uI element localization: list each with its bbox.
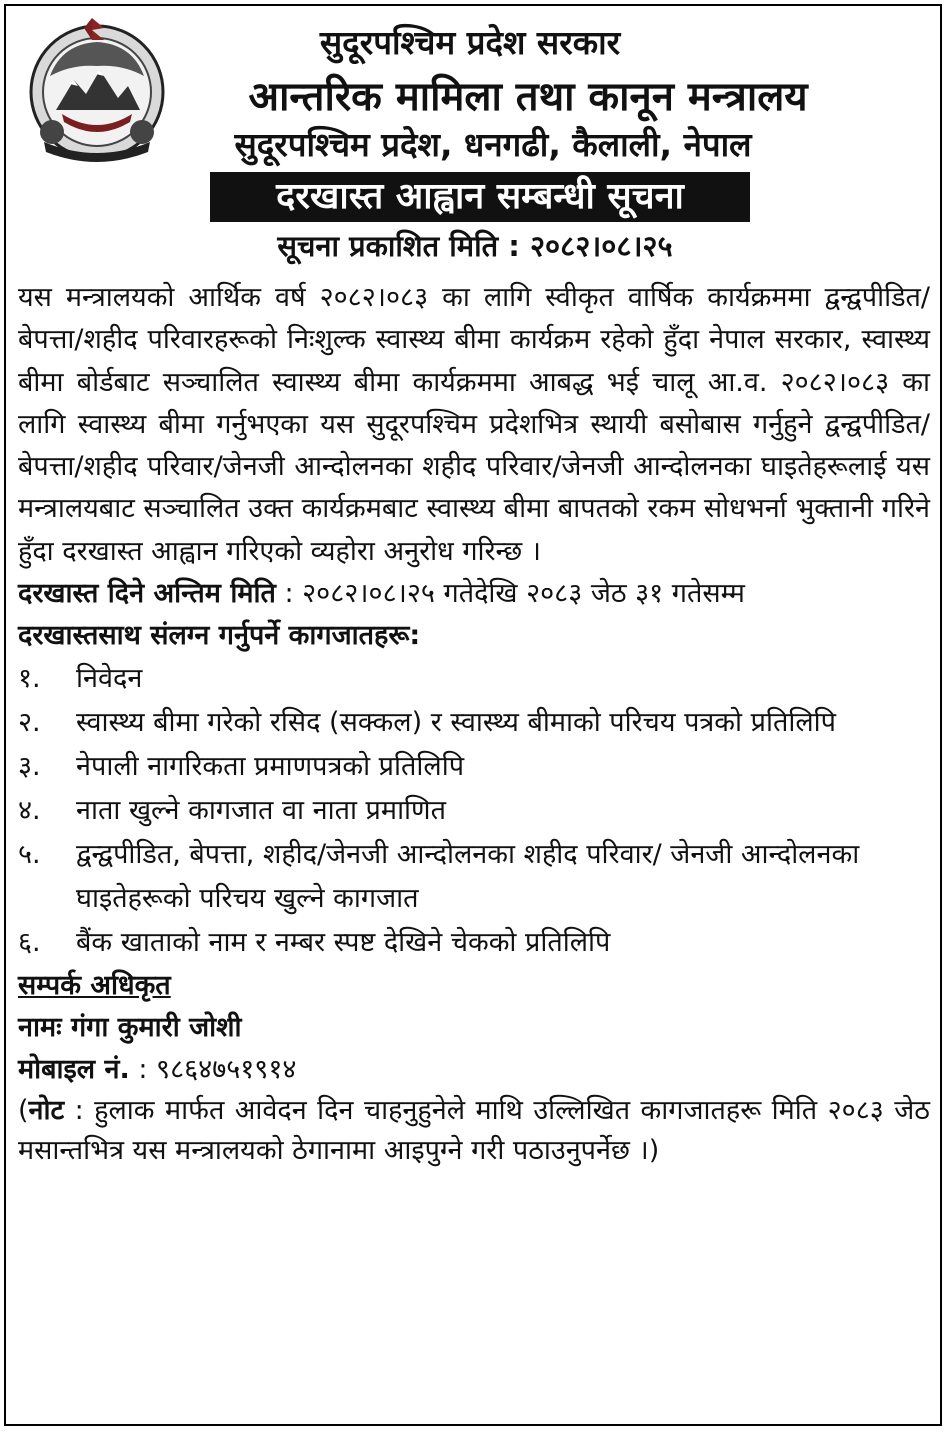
notice-title-banner: दरखास्त आह्वान सम्बन्धी सूचना <box>210 172 750 222</box>
note-label: नोट <box>28 1095 65 1127</box>
list-item: ४. नाता खुल्ने कागजात वा नाता प्रमाणित <box>18 795 446 827</box>
mobile-label: मोबाइल नं. <box>18 1054 130 1086</box>
notice-body <box>18 277 930 1171</box>
list-item: २. स्वास्थ्य बीमा गरेको रसिद (सक्कल) र स्वास्थ्य बीमाको परिचय पत्रको प्रतिलिपि <box>18 707 836 739</box>
nepal-emblem-icon <box>22 14 172 164</box>
publication-date-line: सूचना प्रकाशित मिति : २०८२।०८।२५ <box>277 229 673 263</box>
ministry-address: सुदूरपश्चिम प्रदेश, धनगढी, कैलाली, नेपाल <box>234 125 752 164</box>
contact-mobile-line: मोबाइल नं. : ९८६४७५१९१४ <box>18 1054 297 1086</box>
contact-heading: सम्पर्क अधिकृत <box>18 970 171 1002</box>
deadline-line: दरखास्त दिने अन्तिम मिति : २०८२।०८।२५ गतेदेखि २०८३ जेठ ३१ गतेसम्म <box>18 578 745 610</box>
note-paragraph: (नोट : हुलाक मार्फत आवेदन दिन चाहनुहुनेले माथि उल्लिखित कागजातहरू मिति २०८३ जेठ मसान्तभित्र यस मन्त्रालयको ठेगानामा आइपुग्ने गरी पठाउनुपर्नेछ ।) <box>18 1095 930 1167</box>
documents-heading: दरखास्तसाथ संलग्न गर्नुपर्ने कागजातहरू: <box>18 620 421 652</box>
list-item: ५. द्वन्द्वपीडित, बेपत्ता, शहीद/जेनजी आन्दोलनका शहीद परिवार/ जेनजी आन्दोलनका घाइतेहरूको परिचय खुल्ने कागजात <box>18 839 860 915</box>
published-label: सूचना प्रकाशित मिति <box>277 229 499 263</box>
ministry-name: आन्तरिक मामिला तथा कानून मन्त्रालय <box>248 74 808 120</box>
documents-list <box>18 657 930 965</box>
contact-name-line <box>18 1007 930 1049</box>
mobile-number: ९८६४७५१९१४ <box>156 1054 297 1086</box>
contact-name-label: नामः <box>18 1012 62 1044</box>
list-item: ६. बैंक खाताको नाम र नम्बर स्पष्ट देखिने चेकको प्रतिलिपि <box>18 927 611 959</box>
list-item: १. निवेदन <box>18 663 143 695</box>
published-date: २०८२।०८।२५ <box>529 229 673 263</box>
note-text: हुलाक मार्फत आवेदन दिन चाहनुहुनेले माथि उल्लिखित कागजातहरू मिति २०८३ जेठ मसान्तभित्र यस मन्त्रालयको ठेगानामा आइपुग्ने गरी पठाउनुपर्नेछ ।) <box>18 1095 930 1167</box>
government-name: सुदूरपश्चिम प्रदेश सरकार <box>319 23 621 62</box>
notice-paragraph: यस मन्त्रालयको आर्थिक वर्ष २०८२।०८३ का लागि स्वीकृत वार्षिक कार्यक्रममा द्वन्द्वपीडित/बेपत्ता/शहीद परिवारहरूको निःशुल्क स्वास्थ्य बीमा कार्यक्रम रहेको हुँदा नेपाल सरकार, स्वास्थ्य बीमा बोर्डबाट सञ्चालित स्वास्थ्य बीमा कार्यक्रममा आबद्ध भई चालू आ.व. २०८२।०८३ का लागि स्वास्थ्य बीमा गर्नुभएका यस सुदूरपश्चिम प्रदेशभित्र स्थायी बसोबास गर्नुहुने द्वन्द्वपीडित/बेपत्ता/शहीद परिवार/जेनजी आन्दोलनका शहीद परिवार/जेनजी आन्दोलनका घाइतेहरूलाई यस मन्त्रालयबाट सञ्चालित उक्त कार्यक्रमबाट स्वास्थ्य बीमा बापतको रकम सोधभर्ना भुक्तानी गरिने हुँदा दरखास्त आह्वान गरिएको व्यहोरा अनुरोध गरिन्छ । <box>18 282 930 567</box>
list-item: ३. नेपाली नागरिकता प्रमाणपत्रको प्रतिलिपि <box>18 751 465 783</box>
deadline-label: दरखास्त दिने अन्तिम मिति <box>18 578 276 610</box>
contact-name: गंगा कुमारी जोशी <box>70 1012 242 1044</box>
deadline-value: २०८२।०८।२५ गतेदेखि २०८३ जेठ ३१ गतेसम्म <box>302 578 745 610</box>
